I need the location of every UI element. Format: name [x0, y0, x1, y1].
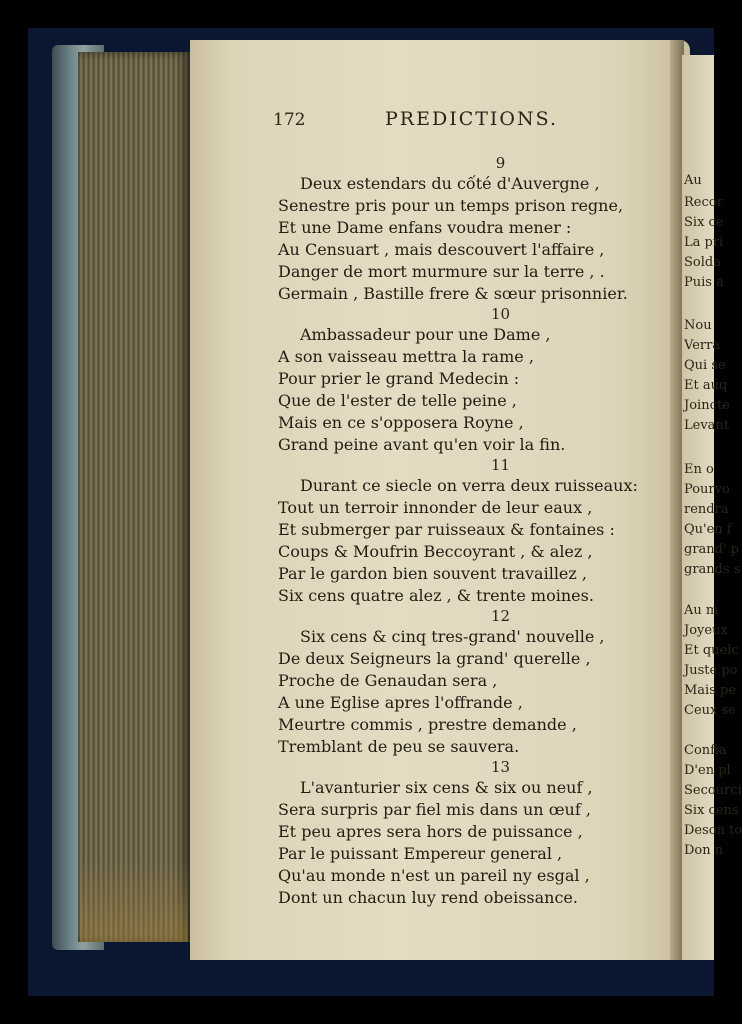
facing-page-fragment: Mais pe [684, 683, 737, 698]
facing-page-fragment: Qu'en f [684, 522, 732, 537]
facing-page-fragment: D'en pl [684, 763, 731, 778]
facing-page-fragment: La pri [684, 235, 724, 250]
quatrain-number: 12 [490, 607, 511, 625]
page-number: 172 [273, 110, 306, 130]
verse-line: Tremblant de peu se sauvera. [278, 737, 520, 756]
facing-page-fragment: Solda [684, 255, 721, 270]
quatrain-number: 10 [490, 305, 511, 323]
quatrain [278, 456, 673, 607]
facing-page-fragment: En o [684, 462, 714, 477]
quatrain-number: 11 [490, 456, 511, 474]
left-page [190, 40, 690, 960]
facing-page-fragment: Six cens [684, 803, 739, 818]
facing-page-fragment: Et quelc [684, 643, 739, 658]
facing-page-fragment: Puis a [684, 275, 724, 290]
facing-page-fragment: grand' p [684, 542, 740, 557]
quatrain [278, 607, 673, 758]
verse-line: Pour prier le grand Medecin : [278, 369, 520, 388]
facing-page-fragment: Secourci [684, 783, 742, 798]
facing-page-fragment: Ceux se [684, 703, 736, 718]
quatrain-number: 9 [495, 154, 506, 172]
verse-line: Sera surpris par fiel mis dans un œuf , [278, 800, 591, 819]
facing-page [682, 55, 742, 960]
quatrain-number: 13 [490, 758, 511, 776]
facing-page-fragment: Levant [684, 418, 730, 433]
verse-line: Senestre pris pour un temps prison regne, [278, 196, 624, 215]
verse-line: Ambassadeur pour une Dame , [300, 325, 551, 344]
verse-line: L'avanturier six cens & six ou neuf , [300, 778, 593, 797]
verse-line: Qu'au monde n'est un pareil ny esgal , [278, 866, 590, 885]
facing-page-fragment: Joyeux [684, 623, 728, 638]
facing-page-fragment: rendra [684, 502, 729, 517]
verse-line: Que de l'ester de telle peine , [278, 391, 517, 410]
verse-line: Durant ce siecle on verra deux ruisseaux: [300, 476, 638, 495]
facing-page-fragment: Verra [684, 338, 721, 353]
verse-line: Au Censuart , mais descouvert l'affaire , [278, 240, 605, 259]
verse-line: Et submerger par ruisseaux & fontaines : [278, 520, 615, 539]
verse-line: Deux estendars du cốté d'Auvergne , [300, 174, 600, 193]
facing-page-fragment: Pourvo [684, 482, 730, 497]
verse-line: Danger de mort murmure sur la terre , . [278, 262, 605, 281]
verse-line: Coups & Moufrin Beccoyrant , & alez , [278, 542, 593, 561]
verse-line: Tout un terroir innonder de leur eaux , [278, 498, 593, 517]
verse-line: Grand peine avant qu'en voir la fin. [278, 435, 566, 454]
verse-line: Par le gardon bien souvent travaillez , [278, 564, 587, 583]
facing-page-fragment: Recor [684, 195, 723, 210]
facing-page-fragment: Confia [684, 743, 727, 758]
facing-page-fragment: Six ce [684, 215, 724, 230]
page-header [190, 100, 690, 130]
facing-page-fragment: Don n [684, 843, 724, 858]
verse-line: A une Eglise apres l'offrande , [278, 693, 523, 712]
verse-line: Et une Dame enfans voudra mener : [278, 218, 572, 237]
verse-line: Proche de Genaudan sera , [278, 671, 498, 690]
facing-page-fragment: Au [684, 173, 702, 188]
quatrain-list [278, 154, 673, 909]
verse-line: Six cens quatre alez , & trente moines. [278, 586, 594, 605]
quatrain [278, 154, 673, 305]
verse-line: Dont un chacun luy rend obeissance. [278, 888, 578, 907]
running-head: PREDICTIONS. [385, 108, 558, 130]
verse-line: Six cens & cinq tres-grand' nouvelle , [300, 627, 605, 646]
gilt-edge [80, 860, 188, 942]
quatrain [278, 758, 673, 909]
facing-page-fragment: Et auq [684, 378, 728, 393]
verse-line: Germain , Bastille frere & sœur prisonnier. [278, 284, 628, 303]
page-block-edge [78, 52, 190, 942]
verse-line: Par le puissant Empereur general , [278, 844, 563, 863]
verse-line: Mais en ce s'opposera Royne , [278, 413, 524, 432]
facing-page-fragment: Au m [684, 603, 719, 618]
verse-line: De deux Seigneurs la grand' querelle , [278, 649, 591, 668]
quatrain [278, 305, 673, 456]
facing-page-fragment: Qui se [684, 358, 726, 373]
facing-page-fragment: Joincte [684, 398, 730, 413]
verse-line: Meurtre commis , prestre demande , [278, 715, 577, 734]
facing-page-fragment: Nou [684, 318, 712, 333]
facing-page-fragment: Deson to [684, 823, 742, 838]
facing-page-fragment: grands s [684, 562, 741, 577]
verse-line: A son vaisseau mettra la rame , [278, 347, 534, 366]
facing-page-fragment: Juste po [684, 663, 738, 678]
verse-line: Et peu apres sera hors de puissance , [278, 822, 583, 841]
